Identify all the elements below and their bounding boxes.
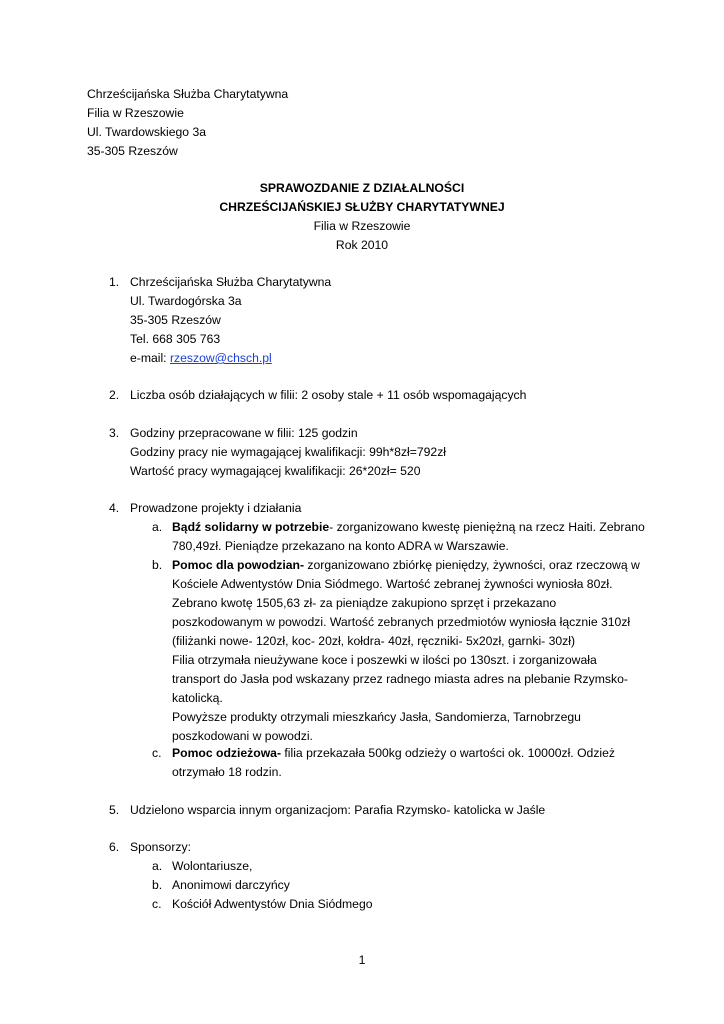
item-4b-letter: b. — [152, 558, 163, 572]
item-4-text: Prowadzone projekty i działania — [130, 501, 302, 515]
sender-line-2: Filia w Rzeszowie — [87, 106, 184, 120]
item-4-number: 4. — [109, 501, 120, 515]
title-line-3: Filia w Rzeszowie — [313, 219, 411, 233]
sender-line-3: Ul. Twardowskiego 3a — [87, 125, 206, 139]
item-3-number: 3. — [109, 426, 120, 440]
item-2-text: Liczba osób działających w filii: 2 osoby stale + 11 osób wspomagających — [130, 388, 527, 402]
item-4b-line-3: Zebrano kwotę 1505,63 zł- za pieniądze zakupiono sprzęt i przekazano — [172, 596, 557, 610]
item-5-text: Udzielono wsparcia innym organizacjom: Parafia Rzymsko- katolicka w Jaśle — [130, 803, 546, 817]
sender-line-1: Chrześcijańska Służba Charytatywna — [87, 87, 289, 101]
item-3-line-3: Wartość pracy wymagającej kwalifikacji: 26*20zł= 520 — [130, 464, 421, 478]
item-4b-line-5: (filiżanki nowe- 120zł, koc- 20zł, kołdra- 40zł, ręczniki- 5x20zł, garnki- 30zł) — [172, 634, 576, 648]
item-4a-title: Bądź solidarny w potrzebie — [172, 520, 330, 534]
item-3-line-1: Godziny przepracowane w filii: 125 godzin — [130, 426, 358, 440]
item-4a-line-2: 780,49zł. Pieniądze przekazano na konto ADRA w Warszawie. — [172, 539, 509, 553]
title-line-4: Rok 2010 — [335, 238, 389, 252]
item-4b-line-1 — [172, 556, 640, 575]
item-4c-title: Pomoc odzieżowa- — [172, 746, 282, 760]
item-1-line-1: Chrześcijańska Służba Charytatywna — [130, 275, 332, 289]
item-4a-line-1-rest: - zorganizowano kwestę pieniężną na rzecz Haiti. Zebrano — [329, 520, 645, 534]
email-label: e-mail: — [130, 351, 170, 365]
item-6c-letter: c. — [152, 897, 162, 911]
title-line-1: SPRAWOZDANIE Z DZIAŁALNOŚCI — [259, 181, 465, 195]
item-4b-line-6: Filia otrzymała nieużywane koce i poszewki w ilości po 130szt. i zorganizowała — [172, 653, 597, 667]
item-1-line-2: Ul. Twardogórska 3a — [130, 294, 242, 308]
item-4b-line-2: Kościele Adwentystów Dnia Siódmego. Wartość zebranej żywności wyniosła 80zł. — [172, 577, 613, 591]
item-6a-text: Wolontariusze, — [172, 859, 253, 873]
item-6-number: 6. — [109, 840, 120, 854]
item-6c-text: Kościół Adwentystów Dnia Siódmego — [172, 897, 373, 911]
item-4c-line-2: otrzymało 18 rodzin. — [172, 765, 282, 779]
item-1-line-4: Tel. 668 305 763 — [130, 332, 221, 346]
item-5-number: 5. — [109, 803, 120, 817]
item-2-number: 2. — [109, 388, 120, 402]
item-4b-line-4: poszkodowanym w powodzi. Wartość zebranych przedmiotów wyniosła łącznie 310zł — [172, 615, 631, 629]
item-1-number: 1. — [109, 275, 120, 289]
item-4a-letter: a. — [152, 520, 163, 534]
item-1-email-row — [130, 349, 272, 368]
item-4a-line-1 — [172, 518, 645, 537]
item-6-text: Sponsorzy: — [130, 840, 191, 854]
item-3-line-2: Godziny pracy nie wymagającej kwalifikacji: 99h*8zł=792zł — [130, 445, 447, 459]
item-4b-line-8: katolicką. — [172, 691, 223, 705]
item-6a-letter: a. — [152, 859, 163, 873]
item-1-line-3: 35-305 Rzeszów — [130, 313, 221, 327]
email-link[interactable]: rzeszow@chsch.pl — [169, 351, 272, 365]
sender-line-4: 35-305 Rzeszów — [87, 144, 178, 158]
item-4c-line-1-rest: filia przekazała 500kg odzieży o wartości ok. 10000zł. Odzież — [281, 746, 616, 760]
title-line-2: CHRZEŚCIJAŃSKIEJ SŁUŻBY CHARYTATYWNEJ — [219, 200, 505, 214]
item-4b-line-7: transport do Jasła pod wskazany przez radnego miasta adres na plebanie Rzymsko- — [172, 672, 628, 686]
item-4c-line-1 — [172, 744, 615, 763]
item-6b-text: Anonimowi darczyńcy — [172, 878, 290, 892]
item-4b-line-9: Powyższe produkty otrzymali mieszkańcy Jasła, Sandomierza, Tarnobrzegu — [172, 710, 581, 724]
item-4b-line-10: poszkodowani w powodzi. — [172, 729, 313, 743]
item-4b-line-1-rest: zorganizowano zbiórkę pieniędzy, żywności, oraz rzeczową w — [304, 558, 640, 572]
page-number: 1 — [358, 953, 366, 967]
item-4b-title: Pomoc dla powodzian- — [172, 558, 305, 572]
item-4c-letter: c. — [152, 746, 162, 760]
item-6b-letter: b. — [152, 878, 163, 892]
